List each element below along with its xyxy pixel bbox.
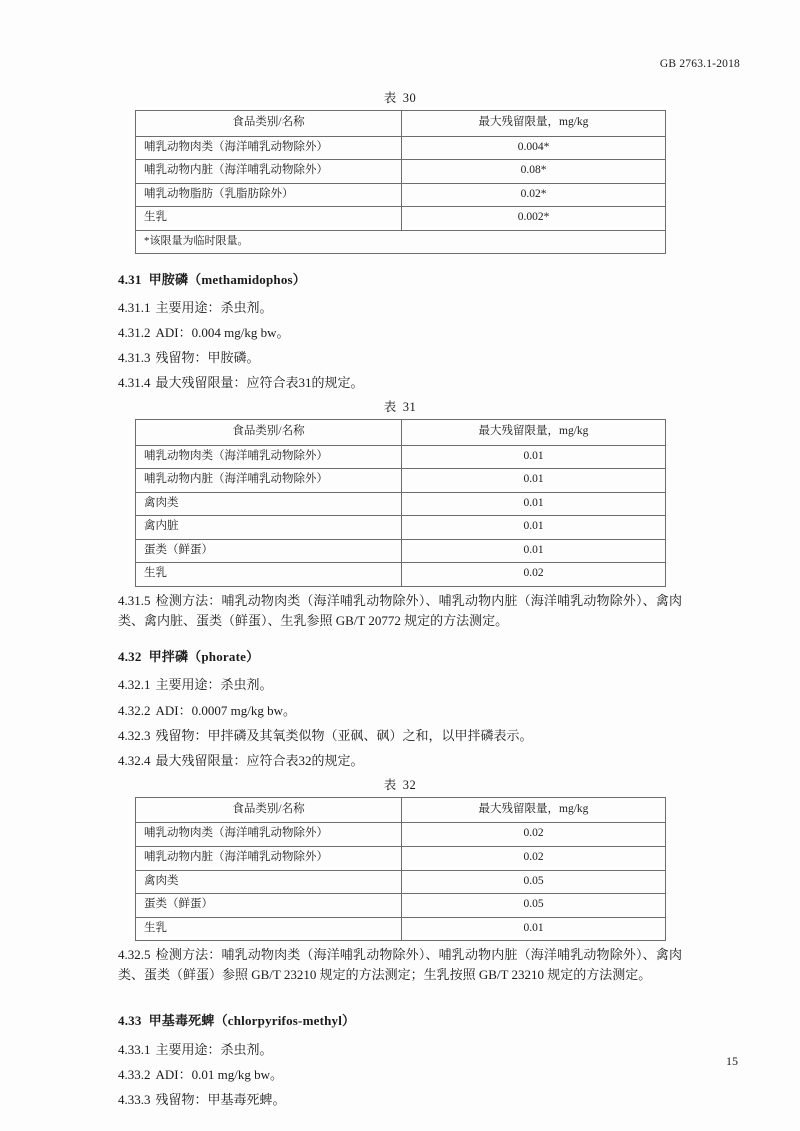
table-header-row [136, 797, 666, 823]
item-text: 最大残留限量：应符合表32的规定。 [155, 752, 364, 768]
table-row [136, 160, 666, 184]
cell-limit: 0.02 [402, 563, 666, 587]
cell-category: 哺乳动物肉类（海洋哺乳动物除外） [136, 136, 402, 160]
column-header-limit: 最大残留限量，mg/kg [402, 420, 666, 446]
item-number: 4.31.3 [118, 350, 151, 366]
cell-category: 哺乳动物内脏（海洋哺乳动物除外） [136, 847, 402, 871]
clause-item-4312 [118, 323, 682, 343]
caption-label: 表 [383, 91, 397, 105]
item-number: 4.31.5 [118, 592, 151, 608]
item-text: ADI：0.004 mg/kg bw。 [155, 324, 290, 340]
caption-number: 31 [402, 400, 417, 415]
table-row [136, 136, 666, 160]
table-row [136, 492, 666, 516]
column-header-category: 食品类别/名称 [136, 797, 402, 823]
cell-limit: 0.02* [402, 183, 666, 207]
clause-number: 4.33 [118, 1013, 142, 1029]
cell-limit: 0.08* [402, 160, 666, 184]
item-text: 主要用途：杀虫剂。 [155, 1041, 273, 1057]
cell-category: 生乳 [136, 917, 402, 941]
item-text: 残留物：甲基毒死蜱。 [155, 1091, 286, 1107]
clause-item-4322 [118, 701, 682, 721]
clause-number: 4.31 [118, 271, 142, 287]
cell-limit: 0.02 [402, 823, 666, 847]
caption-number: 32 [402, 777, 417, 792]
item-number: 4.32.3 [118, 727, 151, 743]
cell-limit: 0.05 [402, 870, 666, 894]
clause-title: 甲基毒死蜱（chlorpyrifos-methyl） [148, 1013, 356, 1029]
cell-category: 蛋类（鲜蛋） [136, 894, 402, 918]
standard-code: GB 2763.1-2018 [659, 58, 740, 70]
cell-limit: 0.01 [402, 539, 666, 563]
cell-category: 生乳 [136, 563, 402, 587]
caption-label: 表 [383, 777, 397, 792]
item-number: 4.33.3 [118, 1091, 151, 1107]
cell-category: 蛋类（鲜蛋） [136, 539, 402, 563]
item-text: 主要用途：杀虫剂。 [155, 677, 273, 693]
table-row [136, 894, 666, 918]
caption-label: 表 [383, 400, 397, 415]
table-row [136, 445, 666, 469]
clause-title: 甲胺磷（methamidophos） [148, 271, 307, 287]
clause-heading-432 [118, 648, 682, 666]
clause-item-4321 [118, 675, 682, 695]
caption-number: 30 [402, 91, 417, 105]
table-row [136, 516, 666, 540]
item-text: 最大残留限量：应符合表31的规定。 [155, 375, 364, 391]
item-number: 4.32.1 [118, 677, 151, 693]
cell-limit: 0.01 [402, 917, 666, 941]
item-text: 残留物：甲胺磷。 [155, 350, 260, 366]
clause-item-4323 [118, 726, 682, 746]
cell-category: 哺乳动物肉类（海洋哺乳动物除外） [136, 823, 402, 847]
item-text: 主要用途：杀虫剂。 [155, 299, 273, 315]
column-header-category: 食品类别/名称 [136, 420, 402, 446]
table-31 [135, 419, 666, 587]
table-31-caption [118, 397, 682, 415]
cell-limit: 0.05 [402, 894, 666, 918]
table-row [136, 870, 666, 894]
cell-category: 禽内脏 [136, 516, 402, 540]
item-number: 4.31.2 [118, 324, 151, 340]
item-number: 4.31.4 [118, 375, 151, 391]
item-text: ADI：0.0007 mg/kg bw。 [155, 702, 296, 718]
table-header-row [136, 420, 666, 446]
table-32 [135, 797, 666, 941]
item-number: 4.31.1 [118, 299, 151, 315]
table-row [136, 183, 666, 207]
cell-category: 哺乳动物内脏（海洋哺乳动物除外） [136, 160, 402, 184]
clause-item-4313 [118, 348, 682, 368]
cell-category: 禽肉类 [136, 870, 402, 894]
cell-limit: 0.01 [402, 469, 666, 493]
cell-limit: 0.01 [402, 492, 666, 516]
cell-category: 哺乳动物脂肪（乳脂肪除外） [136, 183, 402, 207]
page-number: 15 [726, 1054, 738, 1068]
clause-item-4333 [118, 1090, 682, 1110]
table-row [136, 823, 666, 847]
table-footnote-row [136, 230, 666, 253]
clause-item-4315 [118, 591, 682, 631]
cell-limit: 0.02 [402, 847, 666, 871]
column-header-limit: 最大残留限量，mg/kg [402, 797, 666, 823]
table-row [136, 917, 666, 941]
clause-number: 4.32 [118, 649, 142, 665]
column-header-category: 食品类别/名称 [136, 111, 402, 137]
table-30-caption [118, 88, 682, 106]
cell-category: 生乳 [136, 207, 402, 231]
item-number: 4.32.2 [118, 702, 151, 718]
cell-limit: 0.01 [402, 445, 666, 469]
item-text: 残留物：甲拌磷及其氧类似物（亚砜、砜）之和，以甲拌磷表示。 [155, 727, 533, 743]
cell-limit: 0.002* [402, 207, 666, 231]
clause-heading-433 [118, 1012, 682, 1030]
clause-item-4325 [118, 945, 682, 985]
cell-limit: 0.004* [402, 136, 666, 160]
table-row [136, 847, 666, 871]
clause-item-4324 [118, 751, 682, 771]
table-header-row [136, 111, 666, 137]
item-text: 检测方法：哺乳动物肉类（海洋哺乳动物除外）、哺乳动物内脏（海洋哺乳动物除外）、禽肉类、禽内脏、蛋类（鲜蛋）、生乳参照 GB/T 20772 规定的方法测定。 [118, 592, 682, 629]
cell-category: 禽肉类 [136, 492, 402, 516]
item-number: 4.32.5 [118, 947, 151, 963]
cell-category: 哺乳动物肉类（海洋哺乳动物除外） [136, 445, 402, 469]
table-30 [135, 110, 666, 254]
item-number: 4.33.2 [118, 1066, 151, 1082]
column-header-limit: 最大残留限量，mg/kg [402, 111, 666, 137]
table-footnote: *该限量为临时限量。 [136, 230, 666, 253]
item-text: ADI：0.01 mg/kg bw。 [155, 1066, 283, 1082]
clause-item-4331 [118, 1040, 682, 1060]
table-32-caption [118, 775, 682, 793]
clause-item-4332 [118, 1065, 682, 1085]
table-row [136, 539, 666, 563]
table-row [136, 469, 666, 493]
running-header [60, 58, 740, 80]
clause-heading-431 [118, 271, 682, 289]
page-content [118, 88, 682, 1115]
cell-limit: 0.01 [402, 516, 666, 540]
clause-item-4311 [118, 298, 682, 318]
item-text: 检测方法：哺乳动物肉类（海洋哺乳动物除外）、哺乳动物内脏（海洋哺乳动物除外）、禽肉类、蛋类（鲜蛋）参照 GB/T 23210 规定的方法测定；生乳按照 GB/T 23210 规定的方法测定。 [118, 947, 682, 983]
clause-title: 甲拌磷（phorate） [148, 649, 260, 665]
clause-item-4314 [118, 373, 682, 393]
item-number: 4.32.4 [118, 752, 151, 768]
item-number: 4.33.1 [118, 1041, 151, 1057]
table-row [136, 207, 666, 231]
cell-category: 哺乳动物内脏（海洋哺乳动物除外） [136, 469, 402, 493]
table-row [136, 563, 666, 587]
